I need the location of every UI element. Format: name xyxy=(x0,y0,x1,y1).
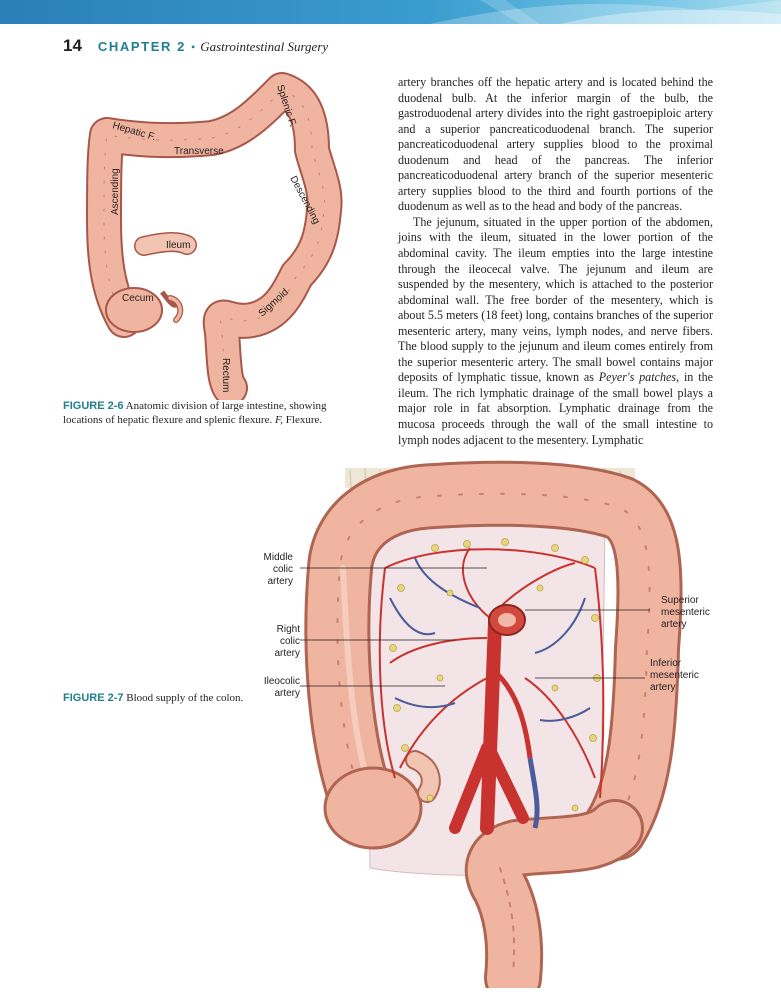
label-right-colic-2: colic xyxy=(279,636,300,647)
label-middle-colic-2: colic xyxy=(272,564,293,575)
figure-2-7-caption xyxy=(63,691,263,705)
label-right-colic-3: artery xyxy=(274,648,300,659)
label-inferior-mesenteric-1: Inferior xyxy=(650,658,682,669)
label-middle-colic-1: Middle xyxy=(263,552,293,563)
figure-2-6-colon-diagram xyxy=(62,70,362,400)
figure-2-6-caption-end: Flexure. xyxy=(283,414,323,426)
figure-2-7-label: FIGURE 2-7 xyxy=(63,692,124,704)
label-splenic-flexure: Splenic F. xyxy=(274,83,299,129)
paragraph-2-end: in the ileum. The rich lymphatic drainage of the small bowel plays a major role in fat absorption. Lymphatic drainage from the mucosa proceeds through the wall of the small intestine to lymph nodes adjacent to the mesentery. Lymphatic xyxy=(398,370,713,447)
body-text-column xyxy=(398,75,713,448)
label-ileum: Ileum xyxy=(166,240,191,251)
label-ileocolic-2: artery xyxy=(274,688,300,699)
peyers-patches-term: Peyer's patches, xyxy=(598,370,680,385)
figure-2-7-caption-text: Blood supply of the colon. xyxy=(126,692,244,704)
label-transverse: Transverse xyxy=(174,146,224,157)
figure-2-6-caption-italic: F, xyxy=(274,414,284,426)
label-cecum: Cecum xyxy=(122,293,154,304)
paragraph-1: artery branches off the hepatic artery and is located behind the duodenal bulb. At the inferior margin of the bulb, the gastroduodenal artery divides into the right gastroepiploic artery and a superior pancreaticoduodenal branch. The superior pancreaticoduodenal artery supplies blood to the proximal duodenum and head of the pancreas. The inferior pancreaticoduodenal artery branch of the superior mesenteric artery supplies blood to the third and fourth portions of the duodenum as well as to the head and body of the pancreas. xyxy=(398,75,713,214)
label-rectum: Rectum xyxy=(220,358,231,393)
label-superior-mesenteric-1: Superior xyxy=(661,595,699,606)
paragraph-2-text: The jejunum, situated in the upper portion of the abdomen, joins with the ileum, situated in the lower portion of the abdominal cavity. The ileum empties into the large intestine through the ileocecal valve. The jejunum and ileum are suspended by the mesentery, which is attached to the posterior abdominal wall. The free border of the mesentery, which is about 5.5 meters (18 feet) long, contains branches of the superior mesenteric artery, many veins, lymph nodes, and nerve fibers. The blood supply to the jejunum and ileum comes entirely from the superior mesenteric artery. The small bowel contains major deposits of lymphatic tissue, known as xyxy=(398,214,714,385)
label-inferior-mesenteric-2: mesenteric xyxy=(650,670,699,681)
page-number: 14 xyxy=(63,36,82,55)
figure-2-6-label: FIGURE 2-6 xyxy=(63,400,124,412)
banner-graphic xyxy=(0,0,781,24)
label-inferior-mesenteric-3: artery xyxy=(650,682,676,693)
figure-2-6-caption xyxy=(63,399,363,427)
paragraph-2 xyxy=(398,215,713,448)
appendix xyxy=(170,298,180,320)
figure-2-7-colon-blood-supply xyxy=(255,448,715,988)
sigmoid-rectum xyxy=(494,828,615,978)
label-descending: Descending xyxy=(287,174,322,227)
label-right-colic-1: Right xyxy=(276,624,300,635)
label-middle-colic-3: artery xyxy=(267,576,293,587)
label-hepatic-flexure: Hepatic F. xyxy=(111,120,157,144)
label-ileocolic-1: Ileocolic xyxy=(263,676,300,687)
label-ascending: Ascending xyxy=(110,168,121,215)
chapter-label: CHAPTER 2 xyxy=(97,39,186,54)
label-superior-mesenteric-3: artery xyxy=(661,619,687,630)
figure-2-6-caption-text: Anatomic division of large intestine, showing locations of hepatic flexure and splenic flexure. xyxy=(63,400,327,426)
label-superior-mesenteric-2: mesenteric xyxy=(661,607,710,618)
chapter-subtitle: Gastrointestinal Surgery xyxy=(200,39,329,54)
header-separator: • xyxy=(191,40,196,54)
page-banner xyxy=(0,0,781,24)
label-sigmoid: Sigmoid xyxy=(256,286,291,320)
running-header xyxy=(63,36,328,58)
